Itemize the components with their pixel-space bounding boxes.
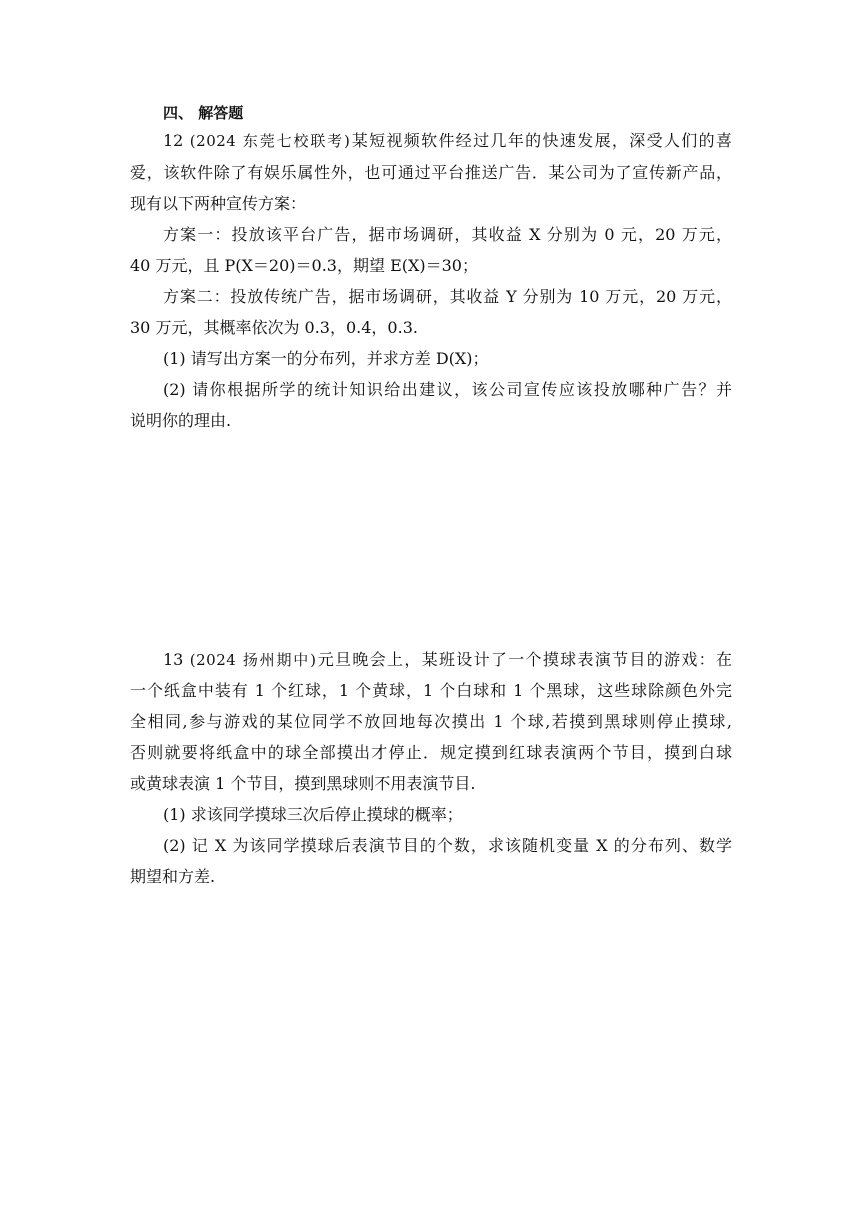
q13-part-1: (1) 求该同学摸球三次后停止摸球的概率； xyxy=(163,805,463,824)
section-heading: 四、 解答题 xyxy=(163,104,244,122)
q12-part-2-line-1: (2) 请你根据所学的统计知识给出建议，该公司宣传应该投放哪种广告？并 xyxy=(163,380,732,399)
q13-number: 13 xyxy=(163,650,184,669)
q12-part-1: (1) 请写出方案一的分布列，并求方差 D(X)； xyxy=(163,349,489,368)
q13-source: (2024 扬州期中) xyxy=(189,651,317,669)
q12-plan2-line-2: 30 万元，其概率依次为 0.3，0.4，0.3. xyxy=(130,318,418,337)
q12-stem-text: 某短视频软件经过几年的快速发展，深受人们的喜 xyxy=(350,131,732,150)
q13-stem-text: 元旦晚会上，某班设计了一个摸球表演节目的游戏：在 xyxy=(316,650,732,669)
q12-stem-line-1 xyxy=(163,131,732,151)
q12-number: 12 xyxy=(163,131,184,150)
q13-stem-line-3: 全相同,参与游戏的某位同学不放回地每次摸出 1 个球,若摸到黑球则停止摸球, xyxy=(130,712,732,731)
q12-plan1-line-1: 方案一：投放该平台广告，据市场调研，其收益 X 分别为 0 元，20 万元， xyxy=(163,225,732,244)
q13-stem-line-4: 否则就要将纸盒中的球全部摸出才停止．规定摸到红球表演两个节目，摸到白球 xyxy=(130,743,732,762)
q13-part-2-line-1: (2) 记 X 为该同学摸球后表演节目的个数，求该随机变量 X 的分布列、数学 xyxy=(163,836,732,855)
q12-plan1-line-2: 40 万元，且 P(X＝20)＝0.3，期望 E(X)＝30； xyxy=(130,256,478,275)
q12-part-2-line-2: 说明你的理由. xyxy=(130,411,232,430)
q12-source: (2024 东莞七校联考) xyxy=(189,132,351,150)
q12-plan2-line-1: 方案二：投放传统广告，据市场调研，其收益 Y 分别为 10 万元，20 万元， xyxy=(163,287,732,306)
q13-stem-line-1 xyxy=(163,650,732,670)
q13-stem-line-2: 一个纸盒中装有 1 个红球，1 个黄球，1 个白球和 1 个黑球，这些球除颜色外完 xyxy=(130,681,732,700)
q13-part-2-line-2: 期望和方差. xyxy=(130,867,216,886)
q12-stem-line-2: 爱，该软件除了有娱乐属性外，也可通过平台推送广告．某公司为了宣传新产品， xyxy=(130,163,732,182)
q13-stem-line-5: 或黄球表演 1 个节目，摸到黑球则不用表演节目. xyxy=(130,774,476,793)
q12-stem-line-3: 现有以下两种宣传方案： xyxy=(130,194,307,213)
